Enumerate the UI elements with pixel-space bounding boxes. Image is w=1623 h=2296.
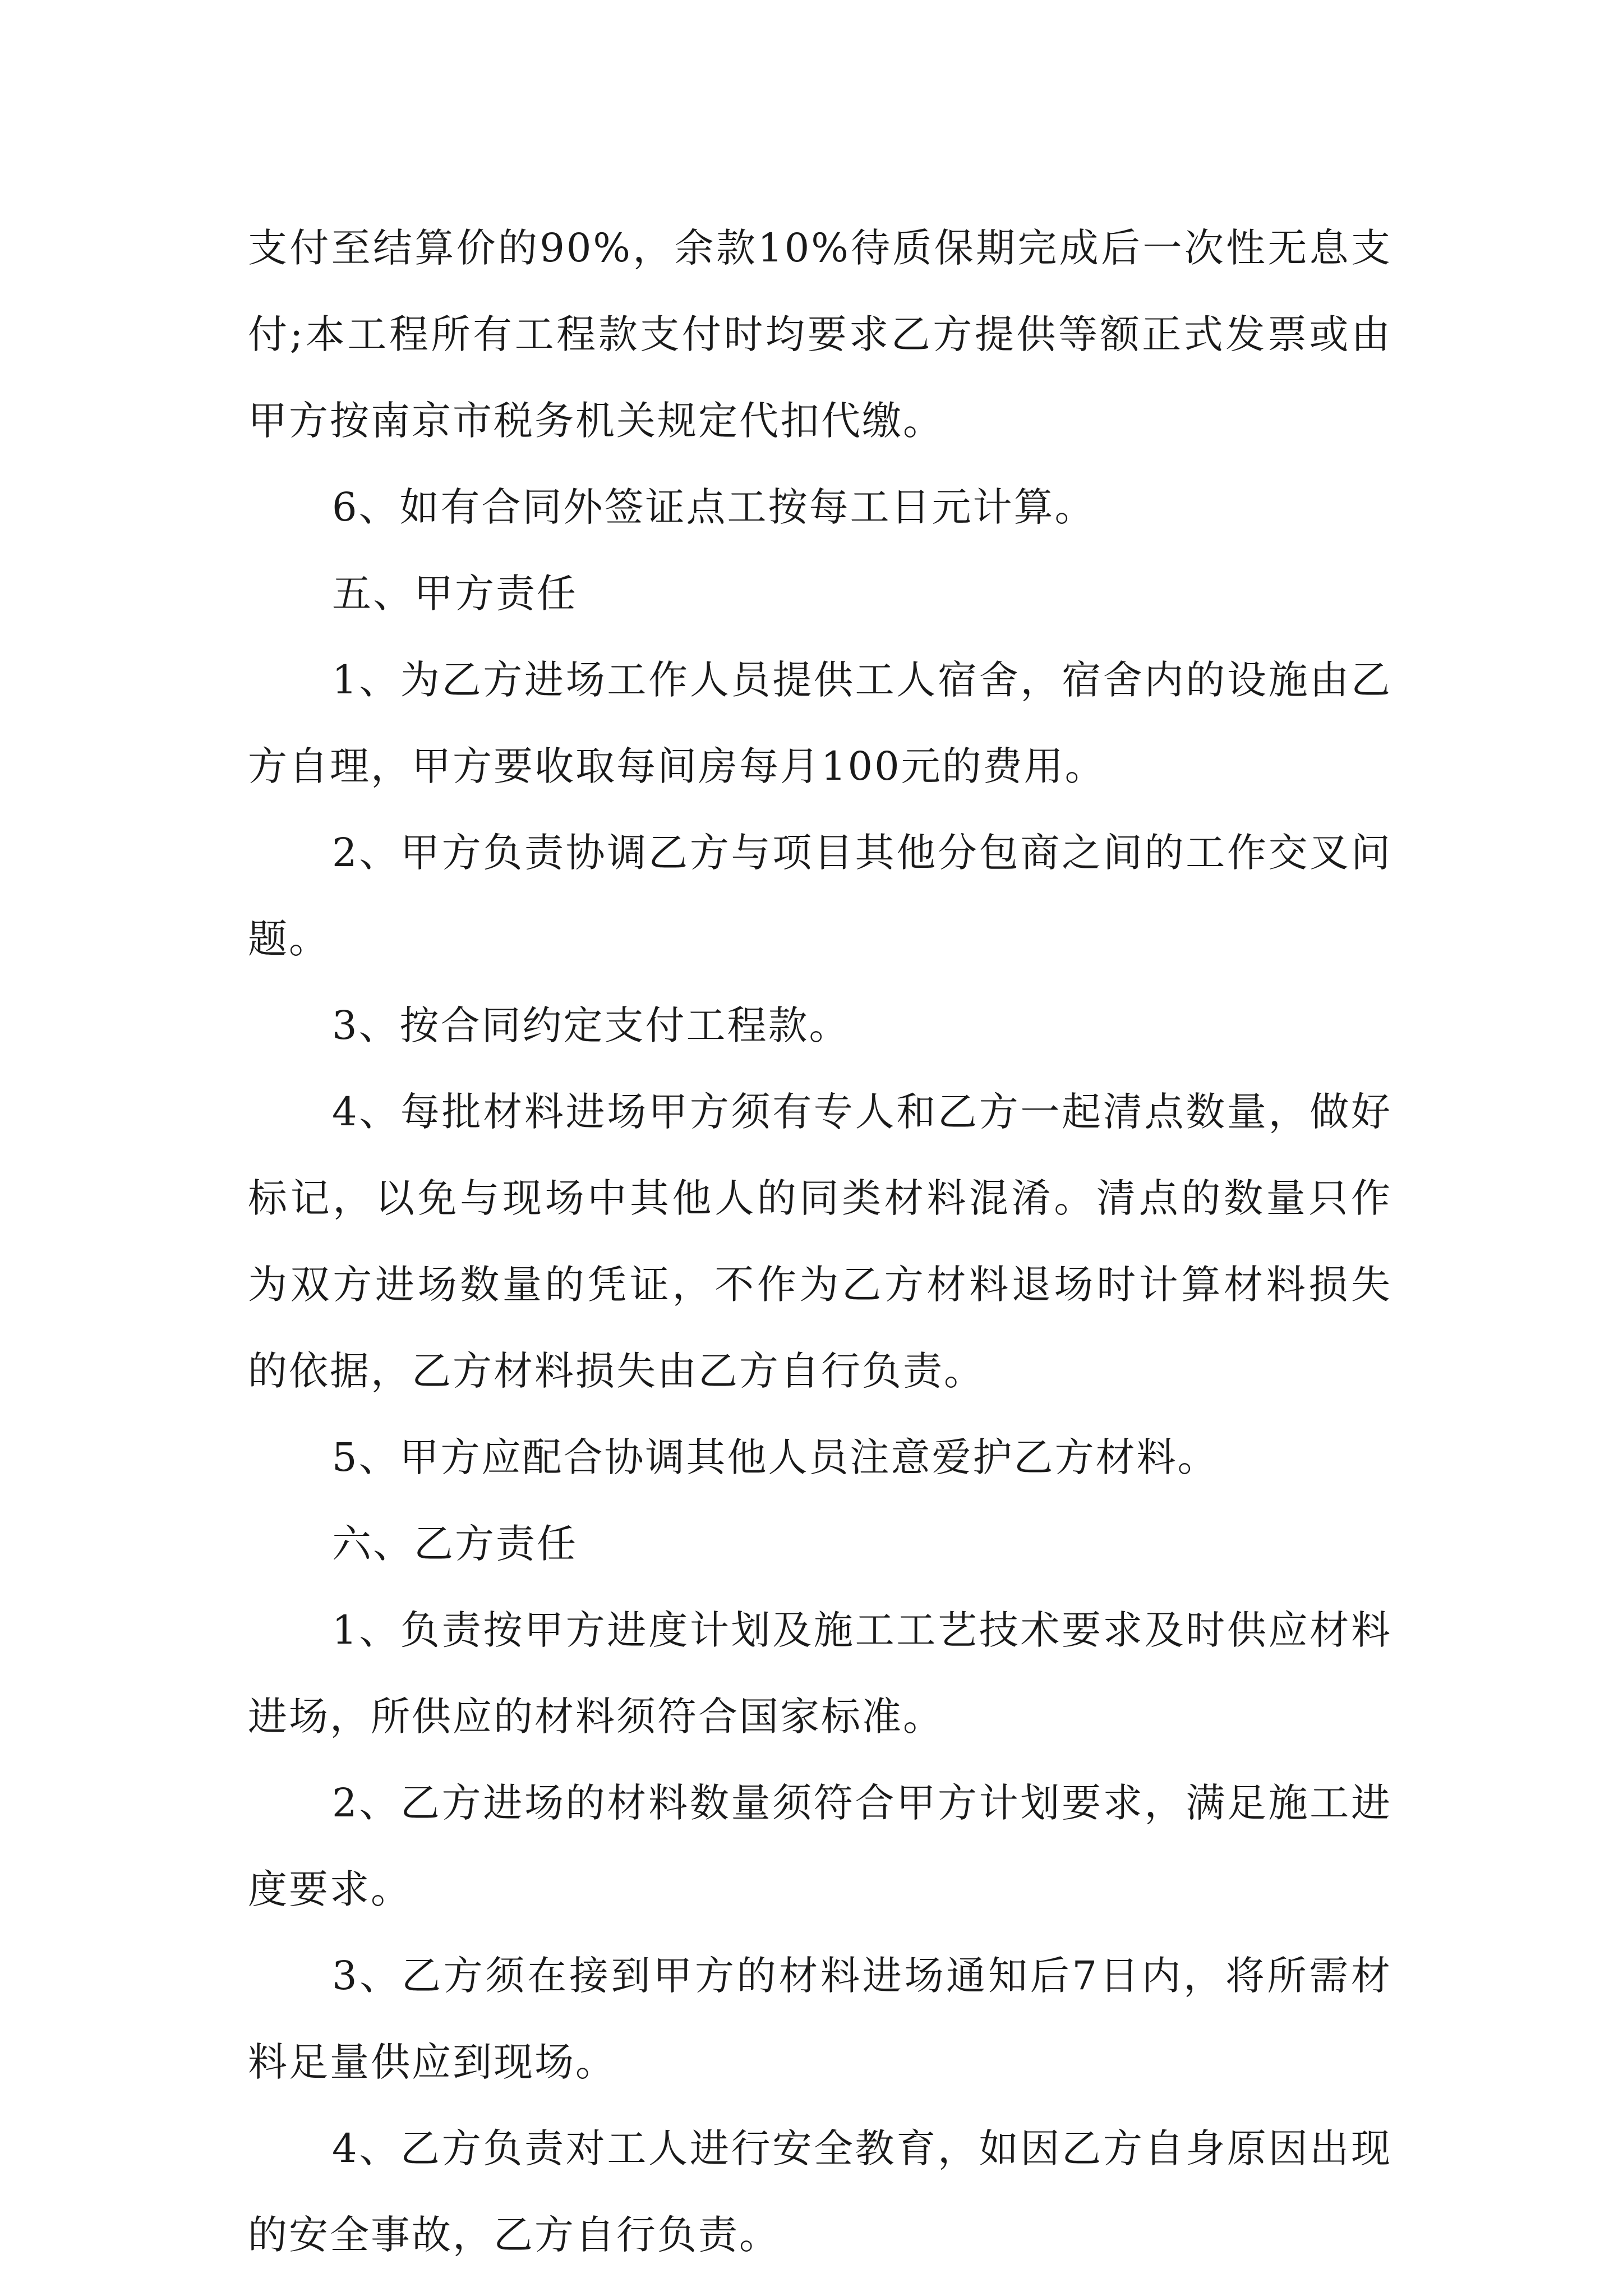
paragraph-clause-4-6: 6、如有合同外签证点工按每工日元计算。 [332, 484, 1096, 530]
paragraph-clause-5-1: 1、为乙方进场工作人员提供工人宿舍，宿舍内的设施由乙方自理，甲方要收取每间房每月100元的费用。 [248, 657, 1392, 789]
paragraph-clause-5-2: 2、甲方负责协调乙方与项目其他分包商之间的工作交叉问题。 [248, 830, 1392, 962]
paragraph-clause-5-5: 5、甲方应配合协调其他人员注意爱护乙方材料。 [332, 1434, 1219, 1480]
paragraph-clause-5-4: 4、每批材料进场甲方须有专人和乙方一起清点数量，做好标记，以免与现场中其他人的同类材料混淆。清点的数量只作为双方进场数量的凭证，不作为乙方材料退场时计算材料损失的依据，乙方材料损失由乙方自行负责。 [248, 1089, 1392, 1394]
paragraph-clause-6-3: 3、乙方须在接到甲方的材料进场通知后7日内，将所需材料足量供应到现场。 [248, 1953, 1392, 2085]
paragraph-clause-6-1: 1、负责按甲方进度计划及施工工艺技术要求及时供应材料进场，所供应的材料须符合国家标准。 [248, 1607, 1392, 1740]
paragraph-clause-6-2: 2、乙方进场的材料数量须符合甲方计划要求，满足施工进度要求。 [248, 1780, 1392, 1912]
document-body [248, 205, 1392, 2278]
paragraph-clause-5-3: 3、按合同约定支付工程款。 [332, 1002, 850, 1048]
section-heading-party-b-duties: 六、乙方责任 [332, 1521, 578, 1567]
section-heading-party-a-duties: 五、甲方责任 [332, 570, 578, 616]
paragraph-payment-terms: 支付至结算价的90%，余款10%待质保期完成后一次性无息支付;本工程所有工程款支付时均要求乙方提供等额正式发票或由甲方按南京市税务机关规定代扣代缴。 [248, 225, 1392, 444]
paragraph-clause-6-4: 4、乙方负责对工人进行安全教育，如因乙方自身原因出现的安全事故，乙方自行负责。 [248, 2125, 1392, 2258]
